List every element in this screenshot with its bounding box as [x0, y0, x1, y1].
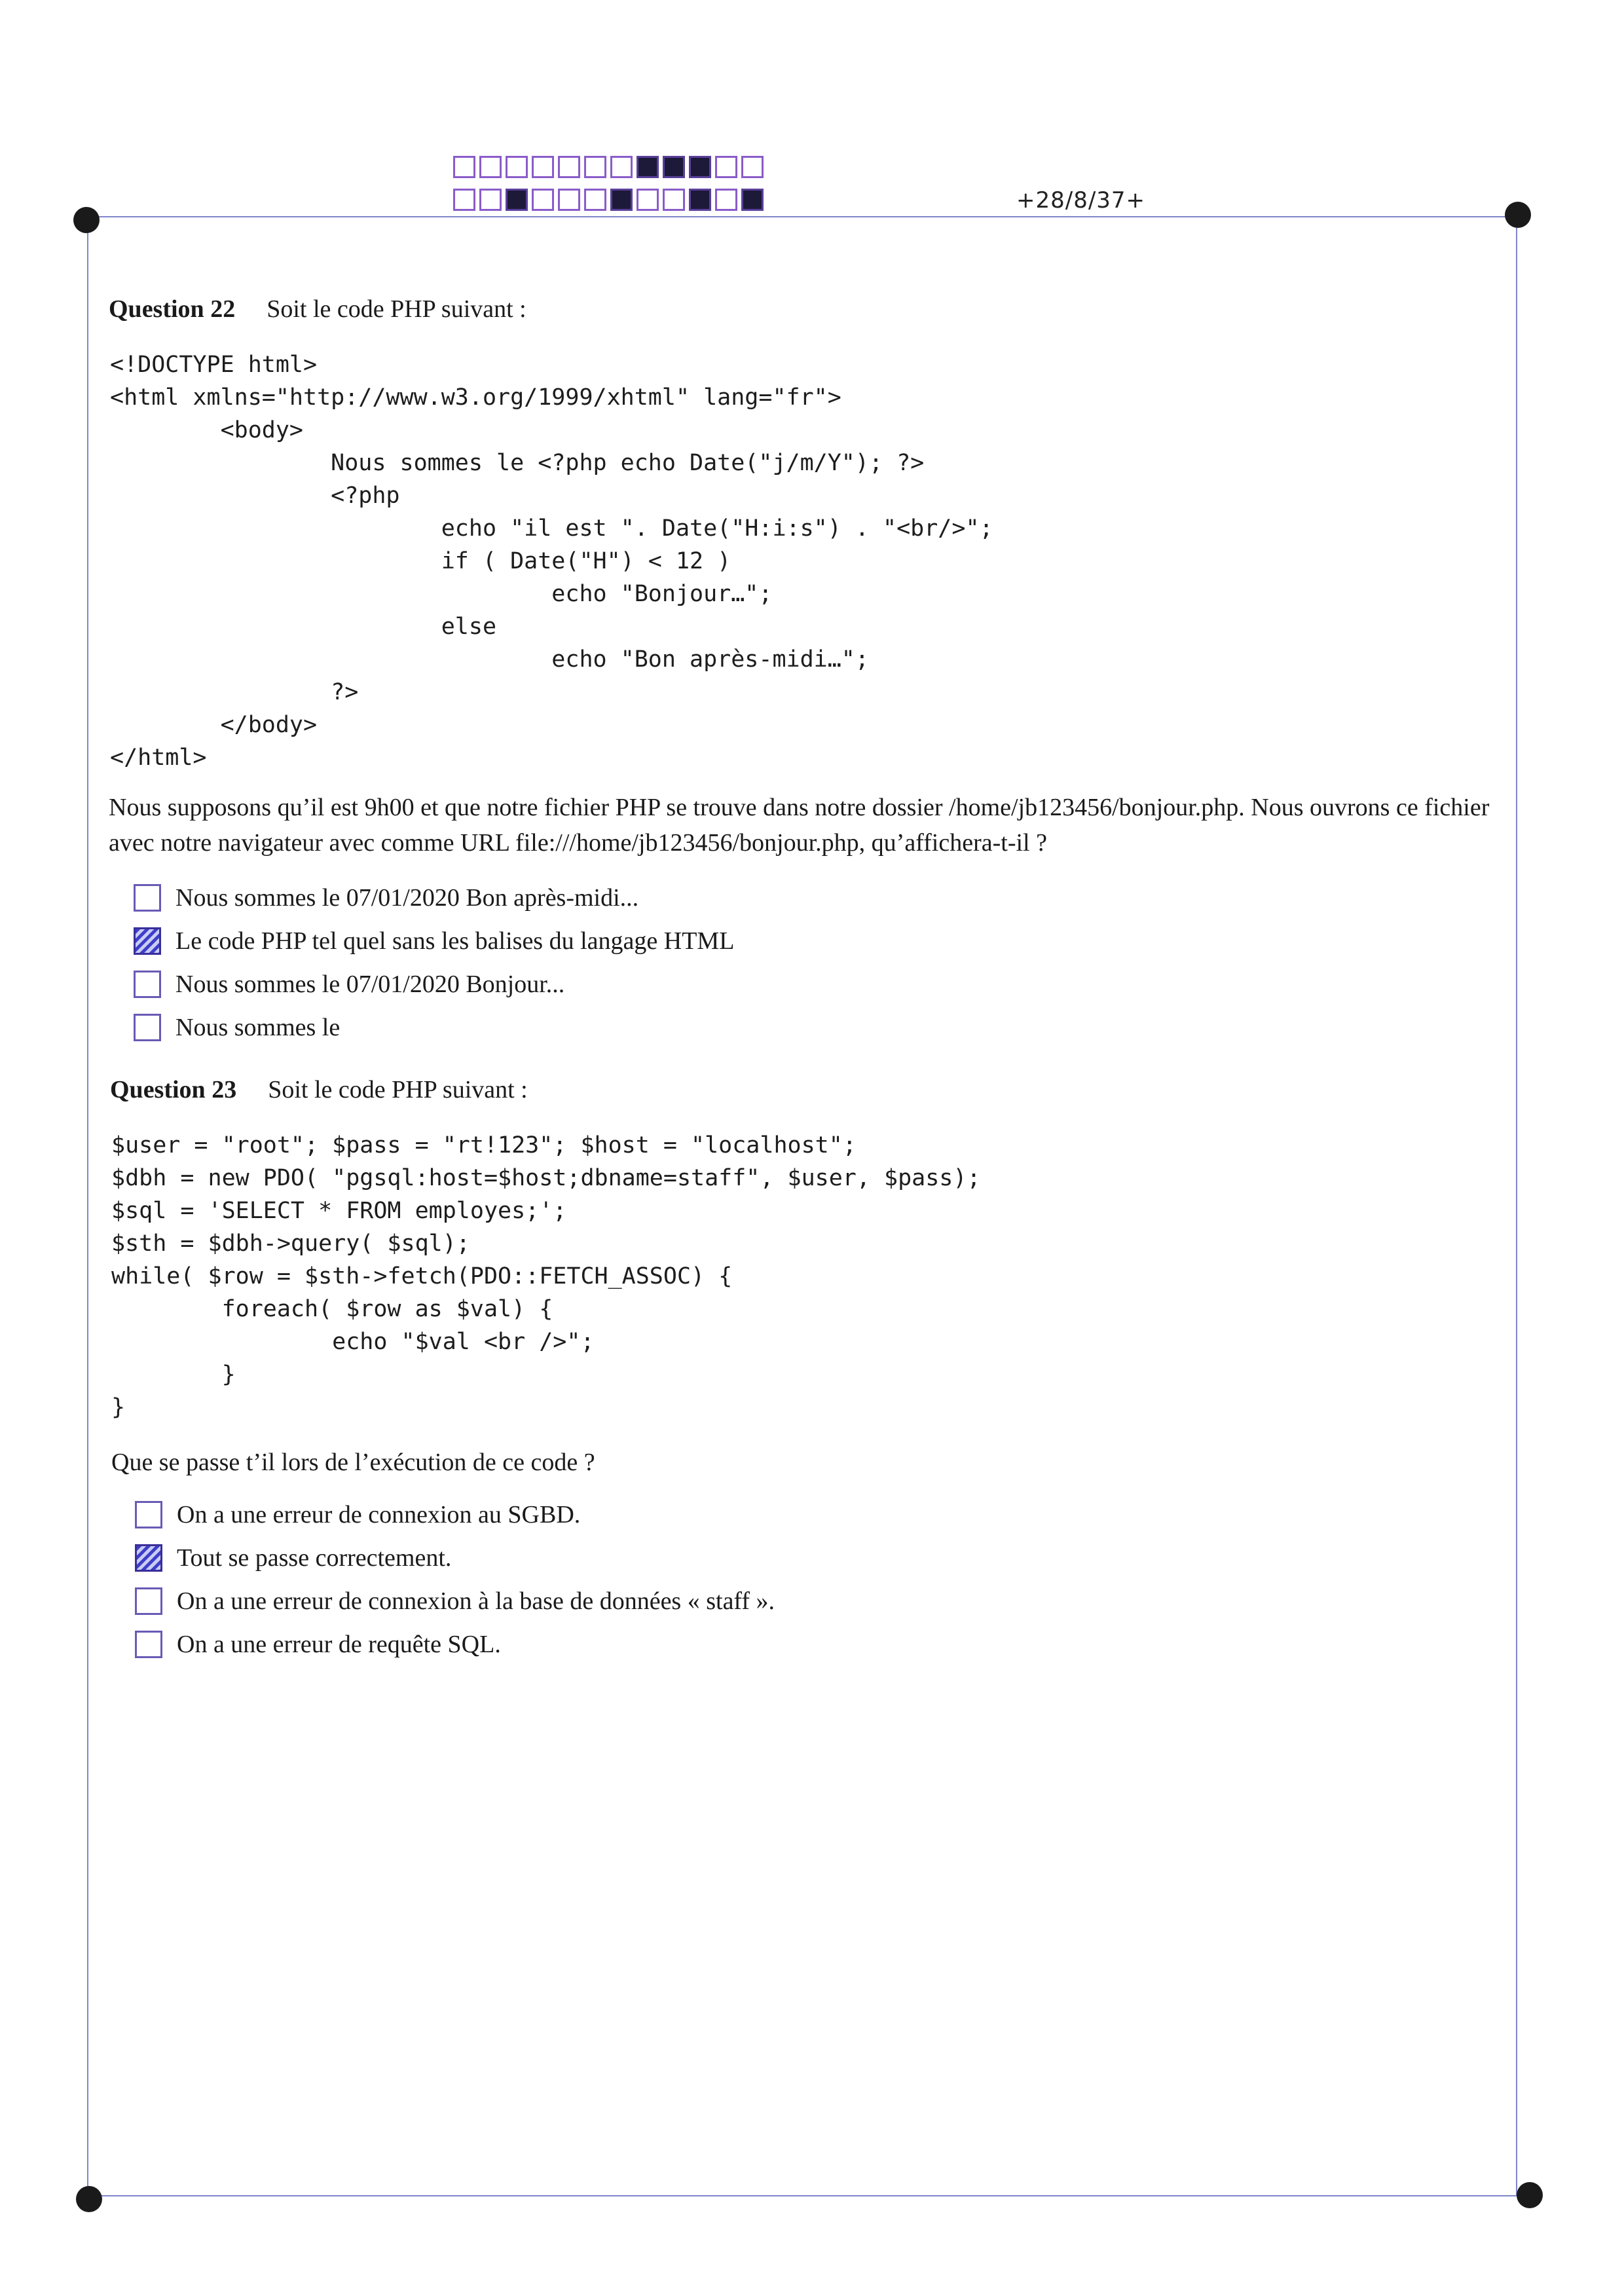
- code-line: echo "Bon après-midi…";: [110, 646, 869, 673]
- code-line: <body>: [110, 417, 304, 443]
- code-line: $sql = 'SELECT * FROM employes;';: [111, 1198, 567, 1224]
- code-block-q22: [110, 348, 993, 774]
- answers-q23: [135, 1493, 775, 1666]
- scan-code-box: [453, 189, 475, 211]
- scan-code-box: [584, 156, 606, 178]
- frame-bottom: [88, 2195, 1526, 2196]
- question-number: Question 23: [110, 1076, 237, 1103]
- answer-option[interactable]: [135, 1493, 775, 1536]
- code-line: echo "il est ". Date("H:i:s") . "<br/>";: [110, 515, 993, 542]
- scan-code-box: [558, 156, 580, 178]
- scan-code-box: [584, 189, 606, 211]
- code-line: while( $row = $sth->fetch(PDO::FETCH_ASSOC) {: [111, 1263, 733, 1289]
- code-line: $sth = $dbh->query( $sql);: [111, 1231, 470, 1257]
- code-line: <?php: [110, 483, 400, 509]
- scan-code-row-bottom: [453, 189, 767, 211]
- scan-code-box: [715, 156, 737, 178]
- scan-code-box: [637, 156, 659, 178]
- question-number: Question 22: [109, 295, 236, 323]
- code-line: <html xmlns="http://www.w3.org/1999/xhtml" lang="fr">: [110, 384, 841, 411]
- scan-code-box: [663, 189, 685, 211]
- scan-code-box: [532, 189, 554, 211]
- scan-code-box: [479, 156, 502, 178]
- question-22-title: [109, 295, 526, 324]
- code-line: }: [111, 1394, 126, 1420]
- scan-code-box: [453, 156, 475, 178]
- code-line: $dbh = new PDO( "pgsql:host=$host;dbname=staff", $user, $pass);: [111, 1165, 981, 1191]
- corner-marker-bottom-right: [1517, 2182, 1543, 2208]
- scan-code-box: [637, 189, 659, 211]
- answer-label: Tout se passe correctement.: [177, 1544, 452, 1572]
- code-line: }: [111, 1361, 236, 1388]
- code-line: $user = "root"; $pass = "rt!123"; $host = "localhost";: [111, 1132, 857, 1158]
- code-block-q23: [111, 1129, 981, 1424]
- checkbox[interactable]: [134, 884, 161, 912]
- scan-code-box: [479, 189, 502, 211]
- answer-option[interactable]: [134, 1006, 734, 1049]
- answer-label: Nous sommes le: [175, 1014, 341, 1041]
- code-line: </body>: [110, 712, 318, 738]
- scan-code-box: [610, 156, 633, 178]
- code-line: else: [110, 614, 497, 640]
- question-22-prompt: Nous supposons qu’il est 9h00 et que notre fichier PHP se trouve dans notre dossier /home/jb123456/bonjour.php. Nous ouvrons ce fichier avec notre navigateur avec comme URL file:///home/jb123456/bonjour.php, qu’affichera-t-il ?: [109, 794, 1490, 857]
- checkbox[interactable]: [135, 1631, 162, 1658]
- code-line: foreach( $row as $val) {: [111, 1296, 553, 1322]
- question-23-title: [110, 1075, 528, 1104]
- corner-marker-bottom-left: [76, 2186, 102, 2212]
- code-line: <!DOCTYPE html>: [110, 352, 318, 378]
- scan-code-box: [741, 156, 764, 178]
- code-line: echo "Bonjour…";: [110, 581, 773, 607]
- scan-code-row-top: [453, 156, 767, 178]
- answer-option[interactable]: [135, 1536, 775, 1580]
- checked-checkbox[interactable]: [135, 1544, 162, 1572]
- question-23-prompt: Que se passe t’il lors de l’exécution de ce code ?: [111, 1449, 595, 1476]
- answer-label: Nous sommes le 07/01/2020 Bon après-midi...: [175, 884, 639, 912]
- frame-right: [1516, 216, 1517, 2196]
- scan-code-box: [689, 156, 711, 178]
- scan-code-box: [506, 156, 528, 178]
- scan-code-box: [663, 156, 685, 178]
- checkbox[interactable]: [134, 971, 161, 998]
- corner-marker-top-left: [73, 207, 100, 233]
- scan-code-box: [506, 189, 528, 211]
- scan-code-box: [689, 189, 711, 211]
- code-line: </html>: [110, 745, 207, 771]
- answer-option[interactable]: [134, 963, 734, 1006]
- checkbox[interactable]: [134, 1014, 161, 1041]
- scan-code-box: [558, 189, 580, 211]
- answer-label: Nous sommes le 07/01/2020 Bonjour...: [175, 971, 565, 998]
- code-line: echo "$val <br />";: [111, 1329, 595, 1355]
- code-line: if ( Date("H") < 12 ): [110, 548, 731, 574]
- frame-top: [85, 216, 1518, 217]
- scan-code-box: [532, 156, 554, 178]
- answer-label: On a une erreur de connexion au SGBD.: [177, 1501, 581, 1528]
- scan-code-box: [610, 189, 633, 211]
- corner-marker-top-right: [1505, 202, 1531, 228]
- question-intro: Soit le code PHP suivant :: [267, 295, 526, 323]
- scan-code-box: [715, 189, 737, 211]
- answer-label: Le code PHP tel quel sans les balises du langage HTML: [175, 927, 735, 955]
- checkbox[interactable]: [135, 1587, 162, 1615]
- frame-left: [87, 216, 88, 2196]
- answer-label: On a une erreur de requête SQL.: [177, 1631, 501, 1658]
- code-line: ?>: [110, 679, 359, 705]
- answer-option[interactable]: [135, 1623, 775, 1666]
- page-id: +28/8/37+: [1016, 187, 1146, 213]
- code-line: Nous sommes le <?php echo Date("j/m/Y"); ?>: [110, 450, 925, 476]
- scan-code-box: [741, 189, 764, 211]
- question-intro: Soit le code PHP suivant :: [268, 1076, 528, 1103]
- answer-option[interactable]: [135, 1580, 775, 1623]
- answer-label: On a une erreur de connexion à la base de données « staff ».: [177, 1587, 775, 1615]
- answers-q22: [134, 876, 734, 1049]
- answer-option[interactable]: [134, 876, 734, 919]
- checkbox[interactable]: [135, 1501, 162, 1528]
- checked-checkbox[interactable]: [134, 927, 161, 955]
- answer-option[interactable]: [134, 919, 734, 963]
